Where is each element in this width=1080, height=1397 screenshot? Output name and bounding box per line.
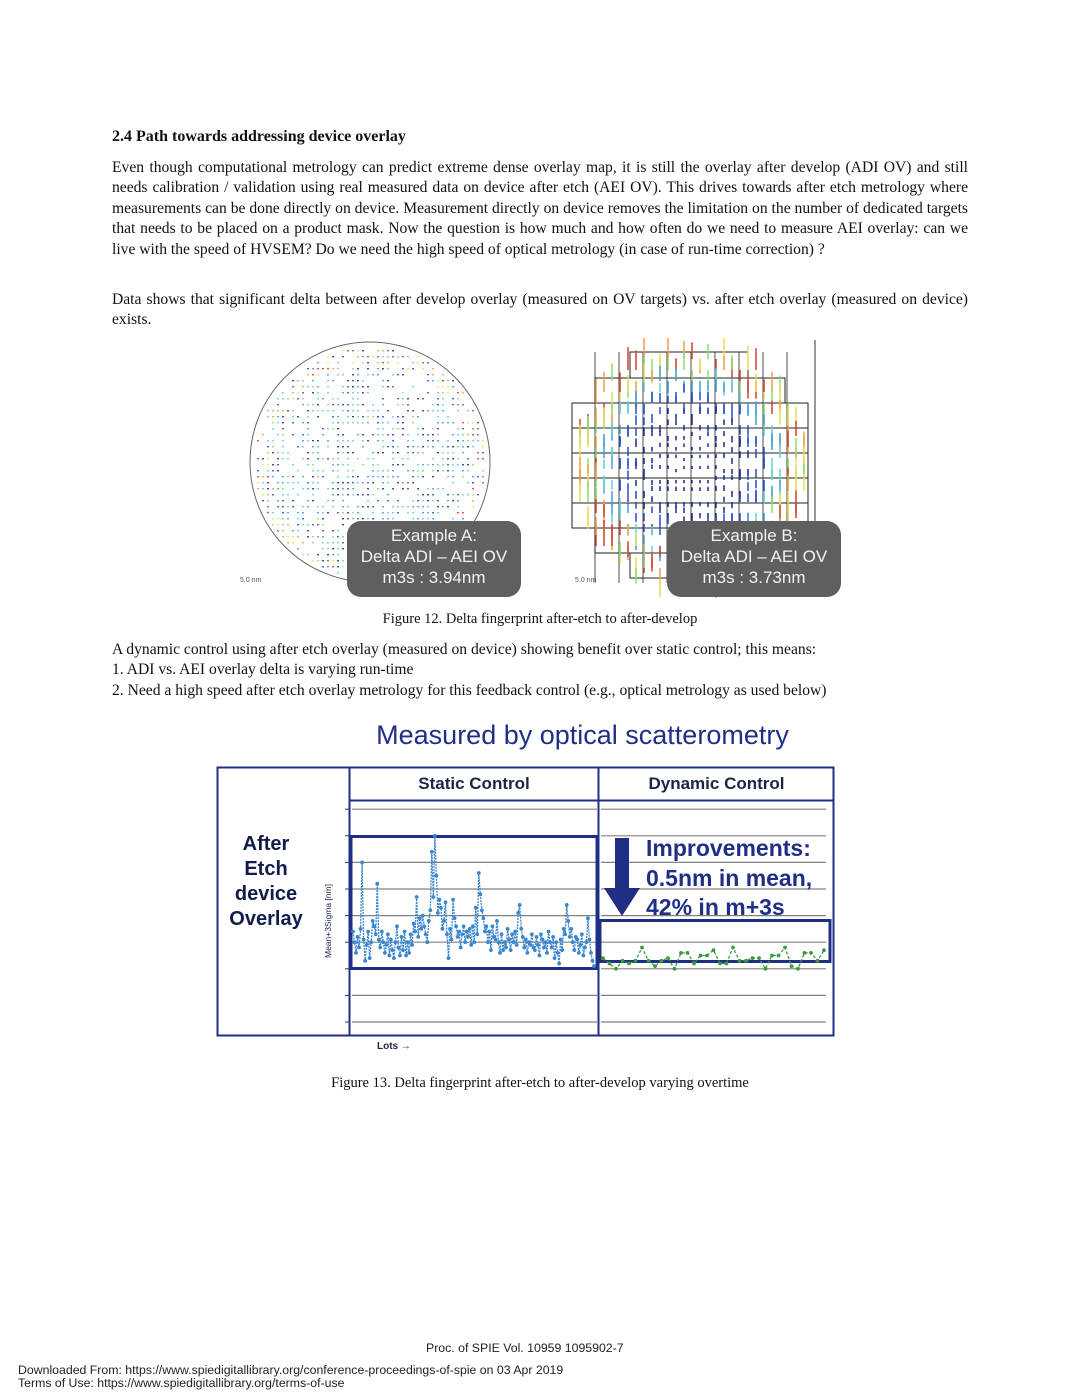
data-point [553, 956, 557, 960]
data-point [751, 956, 755, 960]
data-point [416, 935, 420, 939]
data-point [412, 922, 416, 926]
series-line [353, 836, 594, 966]
data-point [357, 946, 361, 950]
data-point [419, 927, 423, 931]
improvements-line-2: 0.5nm in mean, [646, 864, 813, 891]
data-point [586, 916, 590, 920]
data-point [506, 927, 510, 931]
data-point [500, 932, 504, 936]
data-point [474, 906, 478, 910]
data-point [460, 932, 464, 936]
data-point [421, 914, 425, 918]
data-point [528, 943, 532, 947]
data-point [374, 932, 378, 936]
data-point [510, 932, 514, 936]
data-point [790, 964, 794, 968]
data-point [488, 930, 492, 934]
scale-label-b: 5.0 nm [575, 577, 597, 584]
data-point [480, 908, 484, 912]
data-point [436, 911, 440, 915]
data-point [512, 940, 516, 944]
data-point [647, 959, 651, 963]
data-point [592, 964, 596, 968]
data-point [387, 954, 391, 958]
data-point [589, 951, 593, 955]
data-point [608, 962, 612, 966]
data-point [475, 932, 479, 936]
data-point [585, 940, 589, 944]
data-point [434, 874, 438, 878]
data-point [418, 916, 422, 920]
data-point [384, 943, 388, 947]
data-point [447, 956, 451, 960]
data-point [424, 932, 428, 936]
data-point [486, 940, 490, 944]
data-point [489, 948, 493, 952]
data-point [777, 954, 781, 958]
data-point [380, 930, 384, 934]
data-point [445, 932, 449, 936]
data-point [394, 940, 398, 944]
data-point [542, 946, 546, 950]
data-point [437, 898, 441, 902]
data-point [533, 948, 537, 952]
paragraph-2: Data shows that significant delta between after develop overlay (measured on OV targets) vs. after etch overlay (measured on device) exists. [112, 291, 968, 329]
data-point [448, 927, 452, 931]
data-point [369, 940, 373, 944]
data-point [580, 932, 584, 936]
callout-a-subtitle: Delta ADI – AEI OV [360, 547, 508, 566]
data-point [568, 935, 572, 939]
data-point [744, 959, 748, 963]
data-point [477, 871, 481, 875]
data-point [503, 940, 507, 944]
y-axis-label: Mean+3Sigma [nm] [323, 884, 333, 958]
data-point [566, 919, 570, 923]
improvements-line-1: Improvements: [646, 835, 811, 861]
data-point [569, 927, 573, 931]
data-point [383, 951, 387, 955]
data-point [627, 962, 631, 966]
data-point [562, 927, 566, 931]
data-point [577, 951, 581, 955]
data-point [453, 916, 457, 920]
data-point [433, 834, 437, 838]
data-point [725, 962, 729, 966]
series-static-control [351, 834, 596, 968]
improvements-line-3: 42% in m+3s [646, 894, 785, 920]
data-point [425, 940, 429, 944]
data-point [430, 850, 434, 854]
data-point [544, 940, 548, 944]
data-point [462, 924, 466, 928]
data-point [699, 954, 703, 958]
data-point [679, 951, 683, 955]
data-point [484, 924, 488, 928]
data-point [803, 951, 807, 955]
data-point [634, 959, 638, 963]
row-header-line-3: device [234, 883, 298, 905]
data-point [354, 951, 358, 955]
data-point [444, 900, 448, 904]
data-point [560, 948, 564, 952]
data-point [410, 943, 414, 947]
data-point [372, 924, 376, 928]
download-notice: Downloaded From: https://www.spiedigitallibrary.org/conference-proceedings-of-spie on 03 Apr 2019 [18, 1363, 564, 1377]
data-point [556, 951, 560, 955]
data-point [409, 932, 413, 936]
data-point [547, 930, 551, 934]
data-point [413, 930, 417, 934]
data-point [415, 895, 419, 899]
data-point [588, 938, 592, 942]
data-point [441, 927, 445, 931]
data-point [539, 932, 543, 936]
data-point [362, 938, 366, 942]
data-point [757, 956, 761, 960]
data-point [601, 956, 605, 960]
data-point [451, 898, 455, 902]
scale-label-a: 5.0 nm [240, 577, 262, 584]
data-point [495, 919, 499, 923]
data-point [491, 924, 495, 928]
data-point [386, 932, 390, 936]
data-point [565, 903, 569, 907]
data-point [581, 954, 585, 958]
data-point [575, 938, 579, 942]
data-point [509, 948, 513, 952]
data-point [454, 924, 458, 928]
data-point [516, 911, 520, 915]
data-point [816, 959, 820, 963]
data-point [398, 954, 402, 958]
data-point [718, 962, 722, 966]
data-point [536, 943, 540, 947]
data-point [513, 930, 517, 934]
data-point [614, 967, 618, 971]
data-point [515, 943, 519, 947]
data-point [692, 962, 696, 966]
data-point [427, 919, 431, 923]
data-point [406, 940, 410, 944]
data-point [353, 940, 357, 944]
data-point [578, 943, 582, 947]
dynamic-control-intro: A dynamic control using after etch overlay (measured on device) showing benefit over static control; this means: [112, 641, 817, 658]
list-item-1: 1. ADI vs. AEI overlay delta is varying run-time [112, 661, 414, 678]
data-point [471, 924, 475, 928]
proceedings-footer: Proc. of SPIE Vol. 10959 1095902-7 [426, 1341, 624, 1355]
data-point [472, 940, 476, 944]
data-point [366, 930, 370, 934]
dynamic-highlight-box [600, 921, 830, 962]
data-point [519, 927, 523, 931]
data-point [545, 951, 549, 955]
data-point [365, 943, 369, 947]
row-header-line-2: Etch [244, 858, 288, 880]
data-point [397, 946, 401, 950]
data-point [392, 956, 396, 960]
data-point [571, 940, 575, 944]
data-point [524, 938, 528, 942]
callout-a-title: Example A: [391, 526, 477, 545]
row-header-line-4: Overlay [229, 908, 303, 930]
figure-12-caption: Figure 12. Delta fingerprint after-etch to after-develop [382, 611, 698, 627]
data-point [457, 930, 461, 934]
data-point [395, 924, 399, 928]
data-point [554, 940, 558, 944]
data-point [378, 946, 382, 950]
data-point [404, 954, 408, 958]
data-point [559, 938, 563, 942]
panel-header-static: Static Control [418, 774, 530, 793]
data-point [563, 932, 567, 936]
data-point [686, 951, 690, 955]
terms-of-use: Terms of Use: https://www.spiedigitallibrary.org/terms-of-use [18, 1376, 345, 1390]
data-point [466, 935, 470, 939]
data-point [770, 954, 774, 958]
data-point [450, 938, 454, 942]
data-point [621, 959, 625, 963]
data-point [391, 948, 395, 952]
data-point [469, 943, 473, 947]
data-point [822, 948, 826, 952]
data-point [530, 932, 534, 936]
data-point [431, 895, 435, 899]
data-point [705, 954, 709, 958]
callout-b-value: m3s : 3.73nm [702, 568, 806, 587]
data-point [673, 967, 677, 971]
series-dynamic-control [601, 946, 826, 971]
data-point [359, 927, 363, 931]
data-point [363, 959, 367, 963]
data-point [501, 948, 505, 952]
data-point [572, 948, 576, 952]
data-point [764, 967, 768, 971]
data-point [456, 935, 460, 939]
data-point [507, 938, 511, 942]
data-point [783, 946, 787, 950]
data-point [712, 948, 716, 952]
data-point [796, 967, 800, 971]
data-point [494, 938, 498, 942]
data-point [481, 916, 485, 920]
data-point [360, 861, 364, 865]
data-point [583, 946, 587, 950]
data-point [518, 903, 522, 907]
data-point [538, 954, 542, 958]
data-point [660, 959, 664, 963]
data-point [351, 930, 355, 934]
data-point [428, 908, 432, 912]
data-point [368, 956, 372, 960]
data-point [403, 930, 407, 934]
data-point [465, 930, 469, 934]
data-point [541, 938, 545, 942]
data-point [653, 964, 657, 968]
data-point [809, 951, 813, 955]
data-point [640, 946, 644, 950]
data-point [591, 959, 595, 963]
data-point [377, 938, 381, 942]
data-point [535, 935, 539, 939]
figure-13-caption: Figure 13. Delta fingerprint after-etch to after-develop varying overtime [331, 1075, 749, 1091]
data-point [478, 892, 482, 896]
down-arrow-icon [604, 838, 640, 916]
data-point [731, 946, 735, 950]
data-point [407, 951, 411, 955]
data-point [375, 882, 379, 886]
data-point [400, 935, 404, 939]
data-point [666, 956, 670, 960]
data-point [522, 946, 526, 950]
data-point [389, 938, 393, 942]
data-point [557, 962, 561, 966]
data-point [497, 940, 501, 944]
data-point [371, 919, 375, 923]
data-point [483, 930, 487, 934]
static-highlight-box [351, 837, 597, 969]
improvements-annotation [646, 834, 812, 923]
data-point [459, 946, 463, 950]
paragraph-1: Even though computational metrology can predict extreme dense overlay map, it is still the overlay after develop (ADI OV) and still needs calibration / validation using real measured data on device after etch (AEI OV). This drives towards after etch metrology where measurements can be done directly on device. Measurement directly on device removes the limitation on the number of dedicated targets that needs to be placed on a product mask. Now the question is how much and how often do we need to measure AEI overlay: can we live with the speed of HVSEM? Do we need the high speed of optical metrology (in case of run-time correction) ? [112, 159, 968, 258]
data-point [401, 948, 405, 952]
callout-a-value: m3s : 3.94nm [382, 568, 486, 587]
data-point [498, 951, 502, 955]
data-point [381, 940, 385, 944]
chart-title: Measured by optical scatterometry [376, 720, 789, 750]
data-point [504, 946, 508, 950]
list-item-2: 2. Need a high speed after etch overlay metrology for this feedback control (e.g., optical metrology as used below) [112, 682, 827, 699]
data-point [356, 935, 360, 939]
row-header [219, 832, 313, 932]
data-point [525, 951, 529, 955]
callout-b-title: Example B: [710, 526, 798, 545]
data-point [550, 946, 554, 950]
callout-b-subtitle: Delta ADI – AEI OV [680, 547, 828, 566]
data-point [468, 927, 472, 931]
data-point [738, 959, 742, 963]
data-point [442, 919, 446, 923]
panel-header-dynamic: Dynamic Control [648, 774, 785, 793]
data-point [463, 940, 467, 944]
data-point [439, 906, 443, 910]
section-heading: 2.4 Path towards addressing device overlay [112, 128, 406, 145]
data-point [521, 935, 525, 939]
data-point [548, 940, 552, 944]
data-point [551, 935, 555, 939]
row-header-line-1: After [242, 833, 290, 855]
x-axis-label: Lots → [377, 1041, 411, 1052]
data-point [422, 924, 426, 928]
